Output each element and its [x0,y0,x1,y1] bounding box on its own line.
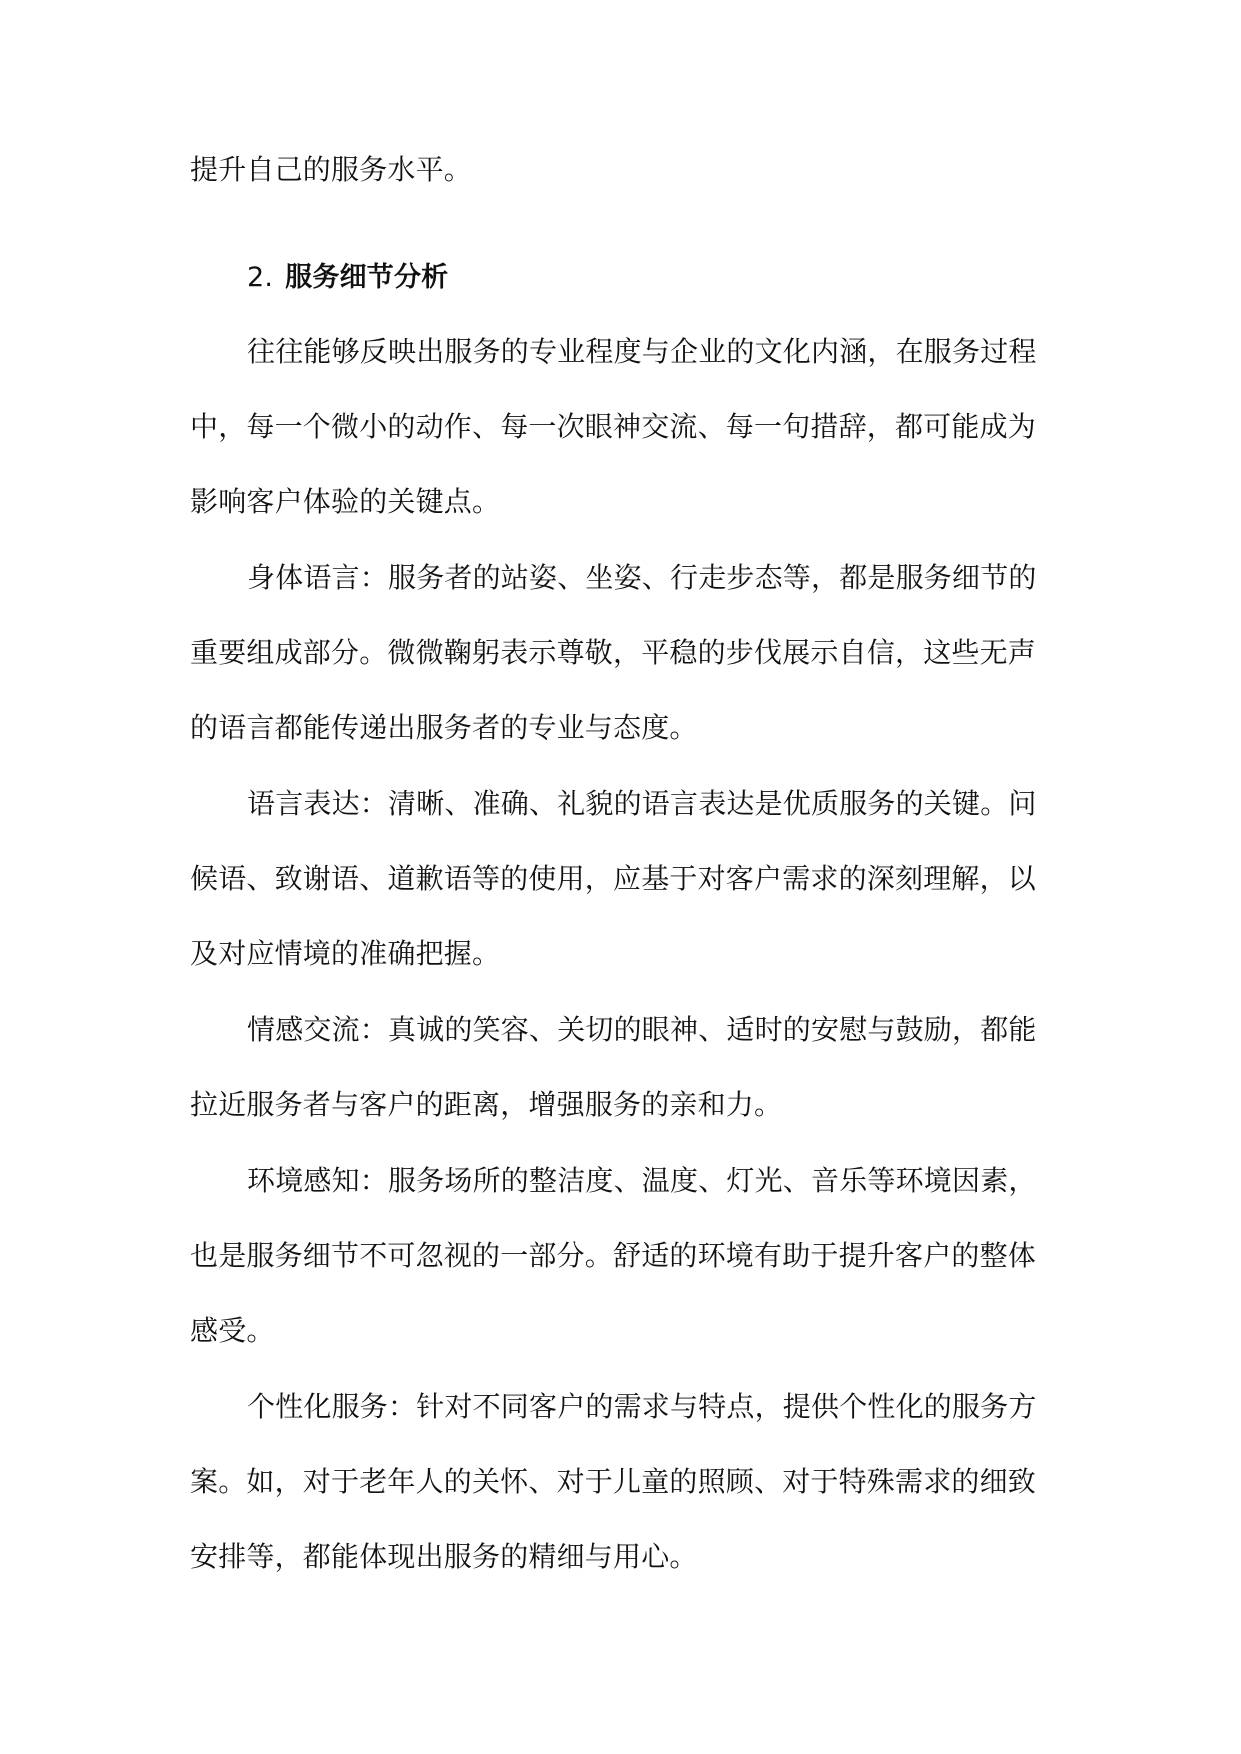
paragraph-line: 环境感知：服务场所的整洁度、温度、灯光、音乐等环境因素， [247,1164,1037,1197]
continuation-line: 提升自己的服务水平。 [190,153,473,186]
paragraph-line: 影响客户体验的关键点。 [190,485,501,518]
paragraph-line: 往往能够反映出服务的专业程度与企业的文化内涵，在服务过程 [247,335,1037,368]
section-number: 2. [247,262,274,293]
paragraph-line: 感受。 [190,1314,275,1347]
paragraph-line: 候语、致谢语、道歉语等的使用，应基于对客户需求的深刻理解，以 [190,862,1037,895]
paragraph-line: 个性化服务：针对不同客户的需求与特点，提供个性化的服务方 [247,1390,1037,1423]
paragraph-line: 拉近服务者与客户的距离，增强服务的亲和力。 [190,1088,783,1121]
paragraph-line: 情感交流：真诚的笑容、关切的眼神、适时的安慰与鼓励，都能 [247,1013,1037,1046]
paragraph-line: 案。如，对于老年人的关怀、对于儿童的照顾、对于特殊需求的细致 [190,1465,1037,1498]
paragraph-line: 重要组成部分。微微鞠躬表示尊敬，平稳的步伐展示自信，这些无声 [190,636,1037,669]
paragraph-line: 及对应情境的准确把握。 [190,937,501,970]
section-heading [247,258,1107,298]
section-title: 服务细节分析 [285,262,449,293]
paragraph-line: 安排等，都能体现出服务的精细与用心。 [190,1540,698,1573]
paragraph-line: 身体语言：服务者的站姿、坐姿、行走步态等，都是服务细节的 [247,561,1037,594]
paragraph-line: 的语言都能传递出服务者的专业与态度。 [190,711,698,744]
paragraph-line: 也是服务细节不可忽视的一部分。舒适的环境有助于提升客户的整体 [190,1239,1037,1272]
paragraph-line: 语言表达：清晰、准确、礼貌的语言表达是优质服务的关键。问 [247,787,1037,820]
paragraph-line: 中，每一个微小的动作、每一次眼神交流、每一句措辞，都可能成为 [190,410,1037,443]
